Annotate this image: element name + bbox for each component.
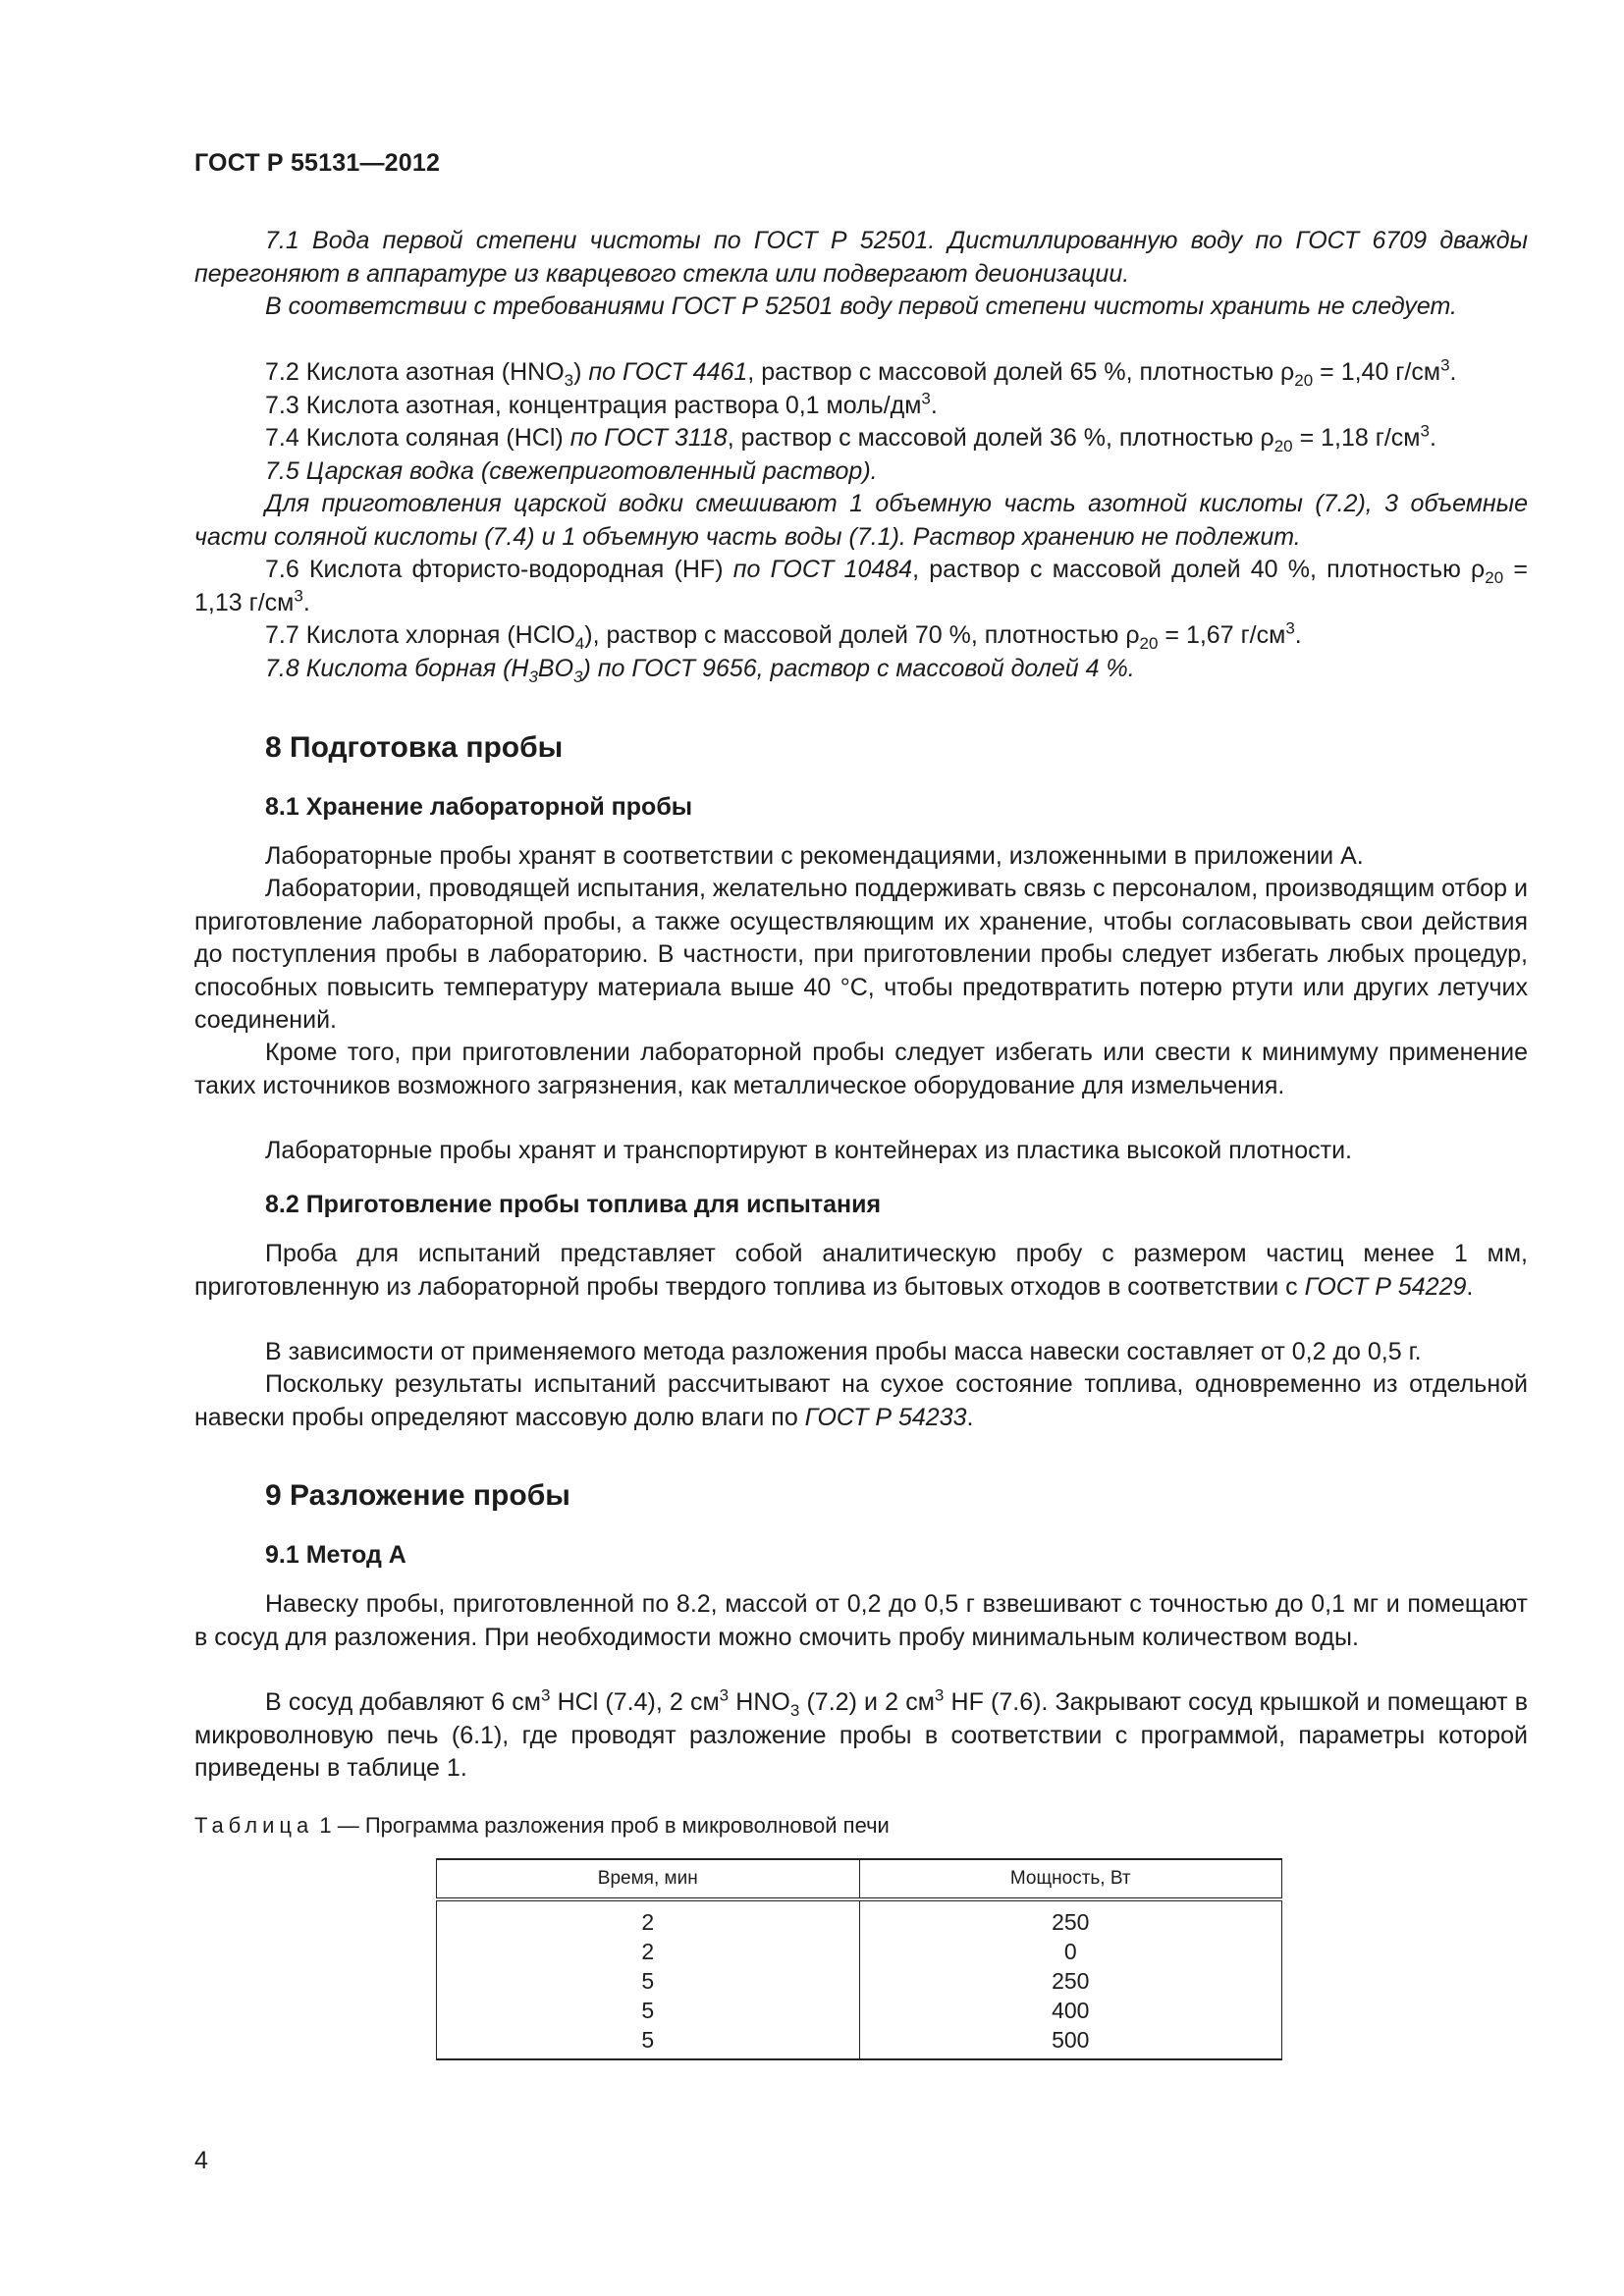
paragraph-7-5-prep: Для приготовления царской водки смешивают 1 объемную часть азотной кислоты (7.2), 3 объемные части соляной кислоты (7.4) и 1 объемную часть воды (7.1). Раствор хранению не подлежит. xyxy=(194,490,1528,551)
table-row xyxy=(437,1996,1282,2025)
paragraph-8-2-a: Проба для испытаний представляет собой аналитическую пробу с размером частиц менее 1 мм, приготовленную из лабораторной пробы твердого топлива из бытовых отходов в соответствии с ГОСТ Р 54229. xyxy=(194,1240,1528,1301)
table-cell-time: 5 xyxy=(437,1966,860,1996)
paragraph-7-6: 7.6 Кислота фтористо-водородная (HF) по ГОСТ 10484, раствор с массовой долей 40 %, плотностью $\rho_{20} = 1,13$ $г/см^3$. xyxy=(194,556,1529,616)
paragraph-8-1-d: Лабораторные пробы хранят и транспортируют в контейнерах из пластика высокой плотности. xyxy=(265,1137,1352,1164)
document-header: ГОСТ Р 55131—2012 xyxy=(194,149,441,177)
section-8-1-title: 8.1 Хранение лабораторной пробы xyxy=(265,793,693,821)
paragraph-7-5: 7.5 Царская водка (свежеприготовленный раствор). xyxy=(265,457,878,485)
page-number: 4 xyxy=(194,2147,208,2174)
paragraph-7-1: 7.1 Вода первой степени чистоты по ГОСТ Р 52501. Дистиллированную воду по ГОСТ 6709 дважды перегоняют в аппаратуре из кварцевого стекла или подвергают деионизации. xyxy=(194,227,1528,288)
table-cell-time: 5 xyxy=(437,2025,860,2059)
paragraph-7-3: 7.3 Кислота азотная, концентрация раствора 0,1 моль/$дм^3$. xyxy=(265,389,938,419)
paragraph-7-2: 7.2 Кислота азотная $(HNO_3)$ по ГОСТ 4461, раствор с массовой долей 65 %, плотностью $\rho_{20} = 1,40$ $г/см^3$. xyxy=(265,355,1457,390)
table-row xyxy=(437,1937,1282,1966)
table-cell-time: 5 xyxy=(437,1996,860,2025)
microwave-program-table xyxy=(436,1858,1282,2060)
table-cell-power: 0 xyxy=(859,1937,1282,1966)
section-8-title: 8 Подготовка пробы xyxy=(265,731,564,764)
paragraph-8-1-a: Лабораторные пробы хранят в соответствии с рекомендациями, изложенными в приложении А. xyxy=(265,842,1364,870)
section-8-2-title: 8.2 Приготовление пробы топлива для испытания xyxy=(265,1191,882,1218)
table-cell-power: 400 xyxy=(859,1996,1282,2025)
table-cell-time: 2 xyxy=(437,1899,860,1937)
paragraph-8-2-b: В зависимости от применяемого метода разложения пробы масса навески составляет от 0,2 до 0,5 г. xyxy=(265,1338,1422,1365)
table-cell-power: 250 xyxy=(859,1966,1282,1996)
table-row xyxy=(437,2025,1282,2059)
table-header-time: Время, мин xyxy=(437,1859,860,1899)
paragraph-8-2-c: Поскольку результаты испытаний рассчитывают на сухое состояние топлива, одновременно из отдельной навески пробы определяют массовую долю влаги по ГОСТ Р 54233. xyxy=(194,1370,1528,1431)
table-caption-text: 1 — Программа разложения проб в микроволновой печи xyxy=(313,1813,890,1838)
paragraph-7-8: 7.8 Кислота борная $(H_3BO_3)$ по ГОСТ 9656, раствор с массовой долей 4 %. xyxy=(265,655,1135,686)
table-caption-label: Таблица xyxy=(194,1813,314,1838)
paragraph-7-7: 7.7 Кислота хлорная (HClO$_4$), раствор с массовой долей 70 %, плотностью $\rho_{20} = 1,67$ $г/см^3$. xyxy=(265,618,1302,653)
table-caption xyxy=(194,1813,890,1839)
paragraph-8-1-b: Лаборатории, проводящей испытания, желательно поддерживать связь с персоналом, производящим отбор и приготовление лабораторной пробы, а также осуществляющим их хранение, чтобы согласовывать свои действия до поступления пробы в лабораторию. В частности, при приготовлении пробы следует избегать любых процедур, способных повысить температуру материала выше 40 °С, чтобы предотвратить потерю ртути или других летучих соединений. xyxy=(194,875,1528,1034)
paragraph-7-1-storage: В соответствии с требованиями ГОСТ Р 52501 воду первой степени чистоты хранить не следует. xyxy=(265,293,1457,320)
table-row xyxy=(437,1899,1282,1937)
table-cell-time: 2 xyxy=(437,1937,860,1966)
section-9-title: 9 Разложение пробы xyxy=(265,1479,570,1512)
table-cell-power: 250 xyxy=(859,1899,1282,1937)
table-row xyxy=(437,1966,1282,1996)
table-header-power: Мощность, Вт xyxy=(859,1859,1282,1899)
paragraph-8-1-c: Кроме того, при приготовлении лабораторной пробы следует избегать или свести к минимуму применение таких источников возможного загрязнения, как металлическое оборудование для измельчения. xyxy=(194,1039,1528,1099)
paragraph-9-1-a: Навеску пробы, приготовленной по 8.2, массой от 0,2 до 0,5 г взвешивают с точностью до 0,1 мг и помещают в сосуд для разложения. При необходимости можно смочить пробу минимальным количеством воды. xyxy=(194,1590,1528,1651)
paragraph-7-4: 7.4 Кислота соляная (HCl) по ГОСТ 3118, раствор с массовой долей 36 %, плотностью $\rho_{20} = 1,18$ $г/см^3$. xyxy=(265,421,1436,455)
section-9-1-title: 9.1 Метод А xyxy=(265,1541,406,1569)
paragraph-9-1-b: В сосуд добавляют 6 $см^3$ HCl (7.4), 2 $см^3$ $HNO_3$ (7.2) и 2 $см^3$ HF (7.6). Закрывают сосуд крышкой и помещают в микроволновую печь (6.1), где проводят разложение пробы в соответствии с программой, параметры которой приведены в таблице 1. xyxy=(194,1685,1528,1782)
table-cell-power: 500 xyxy=(859,2025,1282,2059)
